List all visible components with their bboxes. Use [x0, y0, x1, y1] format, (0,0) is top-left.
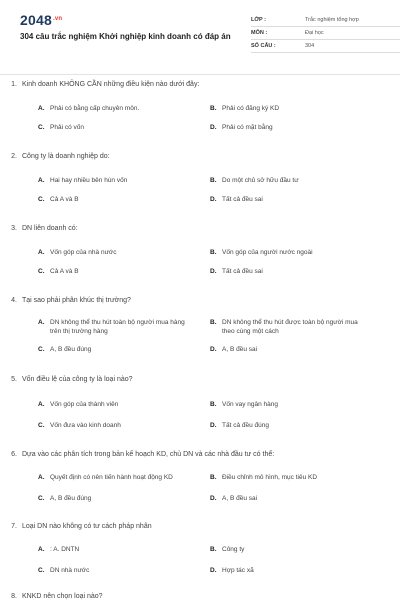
answer-letter: C.	[38, 346, 45, 353]
answer-text: Vốn vay ngân hàng	[222, 401, 279, 408]
answer-letter: D.	[210, 567, 217, 574]
answer-letter: A.	[38, 474, 45, 481]
document-title: 304 câu trắc nghiệm Khởi nghiệp kinh doanh có đáp án	[20, 32, 231, 41]
question-text	[8, 592, 388, 600]
question-text	[8, 80, 388, 90]
answer-letter: B.	[210, 177, 217, 184]
meta-value: 304	[305, 43, 315, 49]
meta-value: Đại học	[305, 30, 324, 36]
answer-text: Phải có đăng ký KD	[222, 105, 280, 112]
answer-letter: A.	[38, 319, 45, 326]
answer-option[interactable]	[20, 473, 190, 482]
answer-option[interactable]	[192, 267, 362, 276]
answer-text: Tất cả đều sai	[222, 196, 263, 203]
question-label: Vốn điều lệ của công ty là loại nào?	[22, 376, 133, 383]
question-text	[8, 522, 388, 532]
answer-letter: D.	[210, 124, 217, 131]
question-label: Dựa vào các phân tích trong bản kế hoạch KD, chủ DN và các nhà đầu tư có thể:	[22, 451, 275, 458]
question-label: Loại DN nào không có tư cách pháp nhân	[22, 523, 152, 530]
answer-option[interactable]	[20, 267, 190, 276]
question-number: 2.	[11, 153, 17, 160]
answer-option[interactable]	[20, 566, 190, 575]
answer-text: DN nhà nước	[50, 567, 90, 574]
answer-option[interactable]	[20, 318, 190, 336]
question-number: 3.	[11, 225, 17, 232]
answer-letter: C.	[38, 196, 45, 203]
answer-letter: C.	[38, 567, 45, 574]
answer-text: A, B đều sai	[222, 495, 258, 502]
answer-option[interactable]	[20, 400, 190, 409]
meta-label: SỐ CÂU :	[251, 43, 276, 49]
answer-letter: B.	[210, 474, 217, 481]
answer-option[interactable]	[20, 545, 190, 554]
answer-text: Hai hay nhiều bên hùn vốn	[50, 177, 128, 184]
answer-text: : A. DNTN	[50, 546, 80, 553]
answer-option[interactable]	[192, 195, 362, 204]
answer-option[interactable]	[20, 248, 190, 257]
answer-text: A, B đều đúng	[50, 495, 92, 502]
answer-text: Hợp tác xã	[222, 567, 254, 574]
answer-letter: D.	[210, 346, 217, 353]
answer-option[interactable]	[192, 345, 362, 354]
answer-option[interactable]	[192, 318, 362, 336]
answer-letter: D.	[210, 495, 217, 502]
answer-option[interactable]	[192, 473, 362, 482]
header-divider	[0, 74, 400, 75]
question-text	[8, 450, 388, 460]
answer-option[interactable]	[20, 176, 190, 185]
answer-text: Vốn góp của nhà nước	[50, 249, 117, 256]
answer-option[interactable]	[20, 345, 190, 354]
meta-value: Trắc nghiệm tổng hợp	[305, 17, 359, 23]
meta-label: LỚP :	[251, 17, 266, 23]
question-number: 6.	[11, 451, 17, 458]
question-text	[8, 296, 388, 306]
answer-text: DN không thể thu hút được toàn bộ người mua theo cùng một cách	[222, 319, 358, 335]
answer-letter: D.	[210, 422, 217, 429]
answer-letter: A.	[38, 546, 45, 553]
question-label: Kinh doanh KHÔNG CẦN những điều kiện nào dưới đây:	[22, 81, 200, 88]
answer-text: Điều chỉnh mô hình, mục tiêu KD	[222, 474, 318, 481]
answer-option[interactable]	[192, 566, 362, 575]
answer-text: Cả A và B	[50, 196, 79, 203]
document-header	[20, 0, 380, 62]
answer-option[interactable]	[20, 195, 190, 204]
answer-letter: C.	[38, 268, 45, 275]
answer-text: Vốn đưa vào kinh doanh	[50, 422, 121, 429]
answer-option[interactable]	[192, 494, 362, 503]
question-text	[8, 152, 388, 162]
answer-letter: B.	[210, 249, 217, 256]
site-logo[interactable]	[20, 12, 62, 28]
answer-letter: D.	[210, 196, 217, 203]
answer-letter: A.	[38, 177, 45, 184]
answer-text: Tất cả đều đúng	[222, 422, 269, 429]
answer-letter: B.	[210, 105, 217, 112]
answer-option[interactable]	[192, 176, 362, 185]
answer-letter: C.	[38, 124, 45, 131]
answer-option[interactable]	[192, 104, 362, 113]
answer-text: Vốn góp của thành viên	[50, 401, 119, 408]
question-number: 8.	[11, 593, 17, 600]
answer-option[interactable]	[20, 104, 190, 113]
answer-letter: B.	[210, 401, 217, 408]
answer-text: Công ty	[222, 546, 245, 553]
answer-letter: A.	[38, 105, 45, 112]
answer-letter: A.	[38, 401, 45, 408]
document-meta	[251, 14, 400, 53]
answer-option[interactable]	[20, 123, 190, 132]
meta-row-class	[251, 14, 400, 27]
answer-letter: C.	[38, 422, 45, 429]
meta-label: MÔN :	[251, 30, 268, 36]
answer-option[interactable]	[20, 494, 190, 503]
question-number: 7.	[11, 523, 17, 530]
answer-text: DN không thể thu hút toàn bộ người mua hàng trên thị trường hàng	[50, 319, 185, 335]
answer-text: Phải có bằng cấp chuyên môn.	[50, 105, 140, 112]
answer-text: A, B đều sai	[222, 346, 258, 353]
question-number: 4.	[11, 297, 17, 304]
question-label: DN liên doanh có:	[22, 225, 78, 232]
answer-option[interactable]	[192, 248, 362, 257]
answer-letter: B.	[210, 546, 217, 553]
answer-text: Tất cả đều sai	[222, 268, 263, 275]
answer-text: Quyết định có nên tiến hành hoạt động KD	[50, 474, 173, 481]
question-label: Tại sao phải phân khúc thị trường?	[22, 297, 131, 304]
answer-text: Vốn góp của người nước ngoài	[222, 249, 313, 256]
logo-text: 2048	[20, 12, 52, 28]
question-number: 1.	[11, 81, 17, 88]
answer-letter: A.	[38, 249, 45, 256]
answer-option[interactable]	[192, 400, 362, 409]
question-label: Công ty là doanh nghiệp do:	[22, 153, 110, 160]
answer-text: Cả A và B	[50, 268, 79, 275]
logo-suffix: .vn	[52, 15, 63, 22]
meta-row-count	[251, 40, 400, 53]
question-number: 5.	[11, 376, 17, 383]
question-text	[8, 224, 388, 234]
answer-text: A, B đều đúng	[50, 346, 92, 353]
answer-option[interactable]	[192, 421, 362, 430]
answer-text: Phải có mặt bằng	[222, 124, 273, 131]
question-text	[8, 375, 388, 385]
answer-letter: C.	[38, 495, 45, 502]
answer-letter: B.	[210, 319, 217, 326]
answer-option[interactable]	[192, 123, 362, 132]
answer-letter: D.	[210, 268, 217, 275]
answer-text: Do một chủ sở hữu đầu tư	[222, 177, 299, 184]
answer-option[interactable]	[20, 421, 190, 430]
meta-row-subject	[251, 27, 400, 40]
question-label: KNKD nên chọn loại nào?	[22, 593, 103, 600]
answer-text: Phải có vốn	[50, 124, 84, 131]
answer-option[interactable]	[192, 545, 362, 554]
